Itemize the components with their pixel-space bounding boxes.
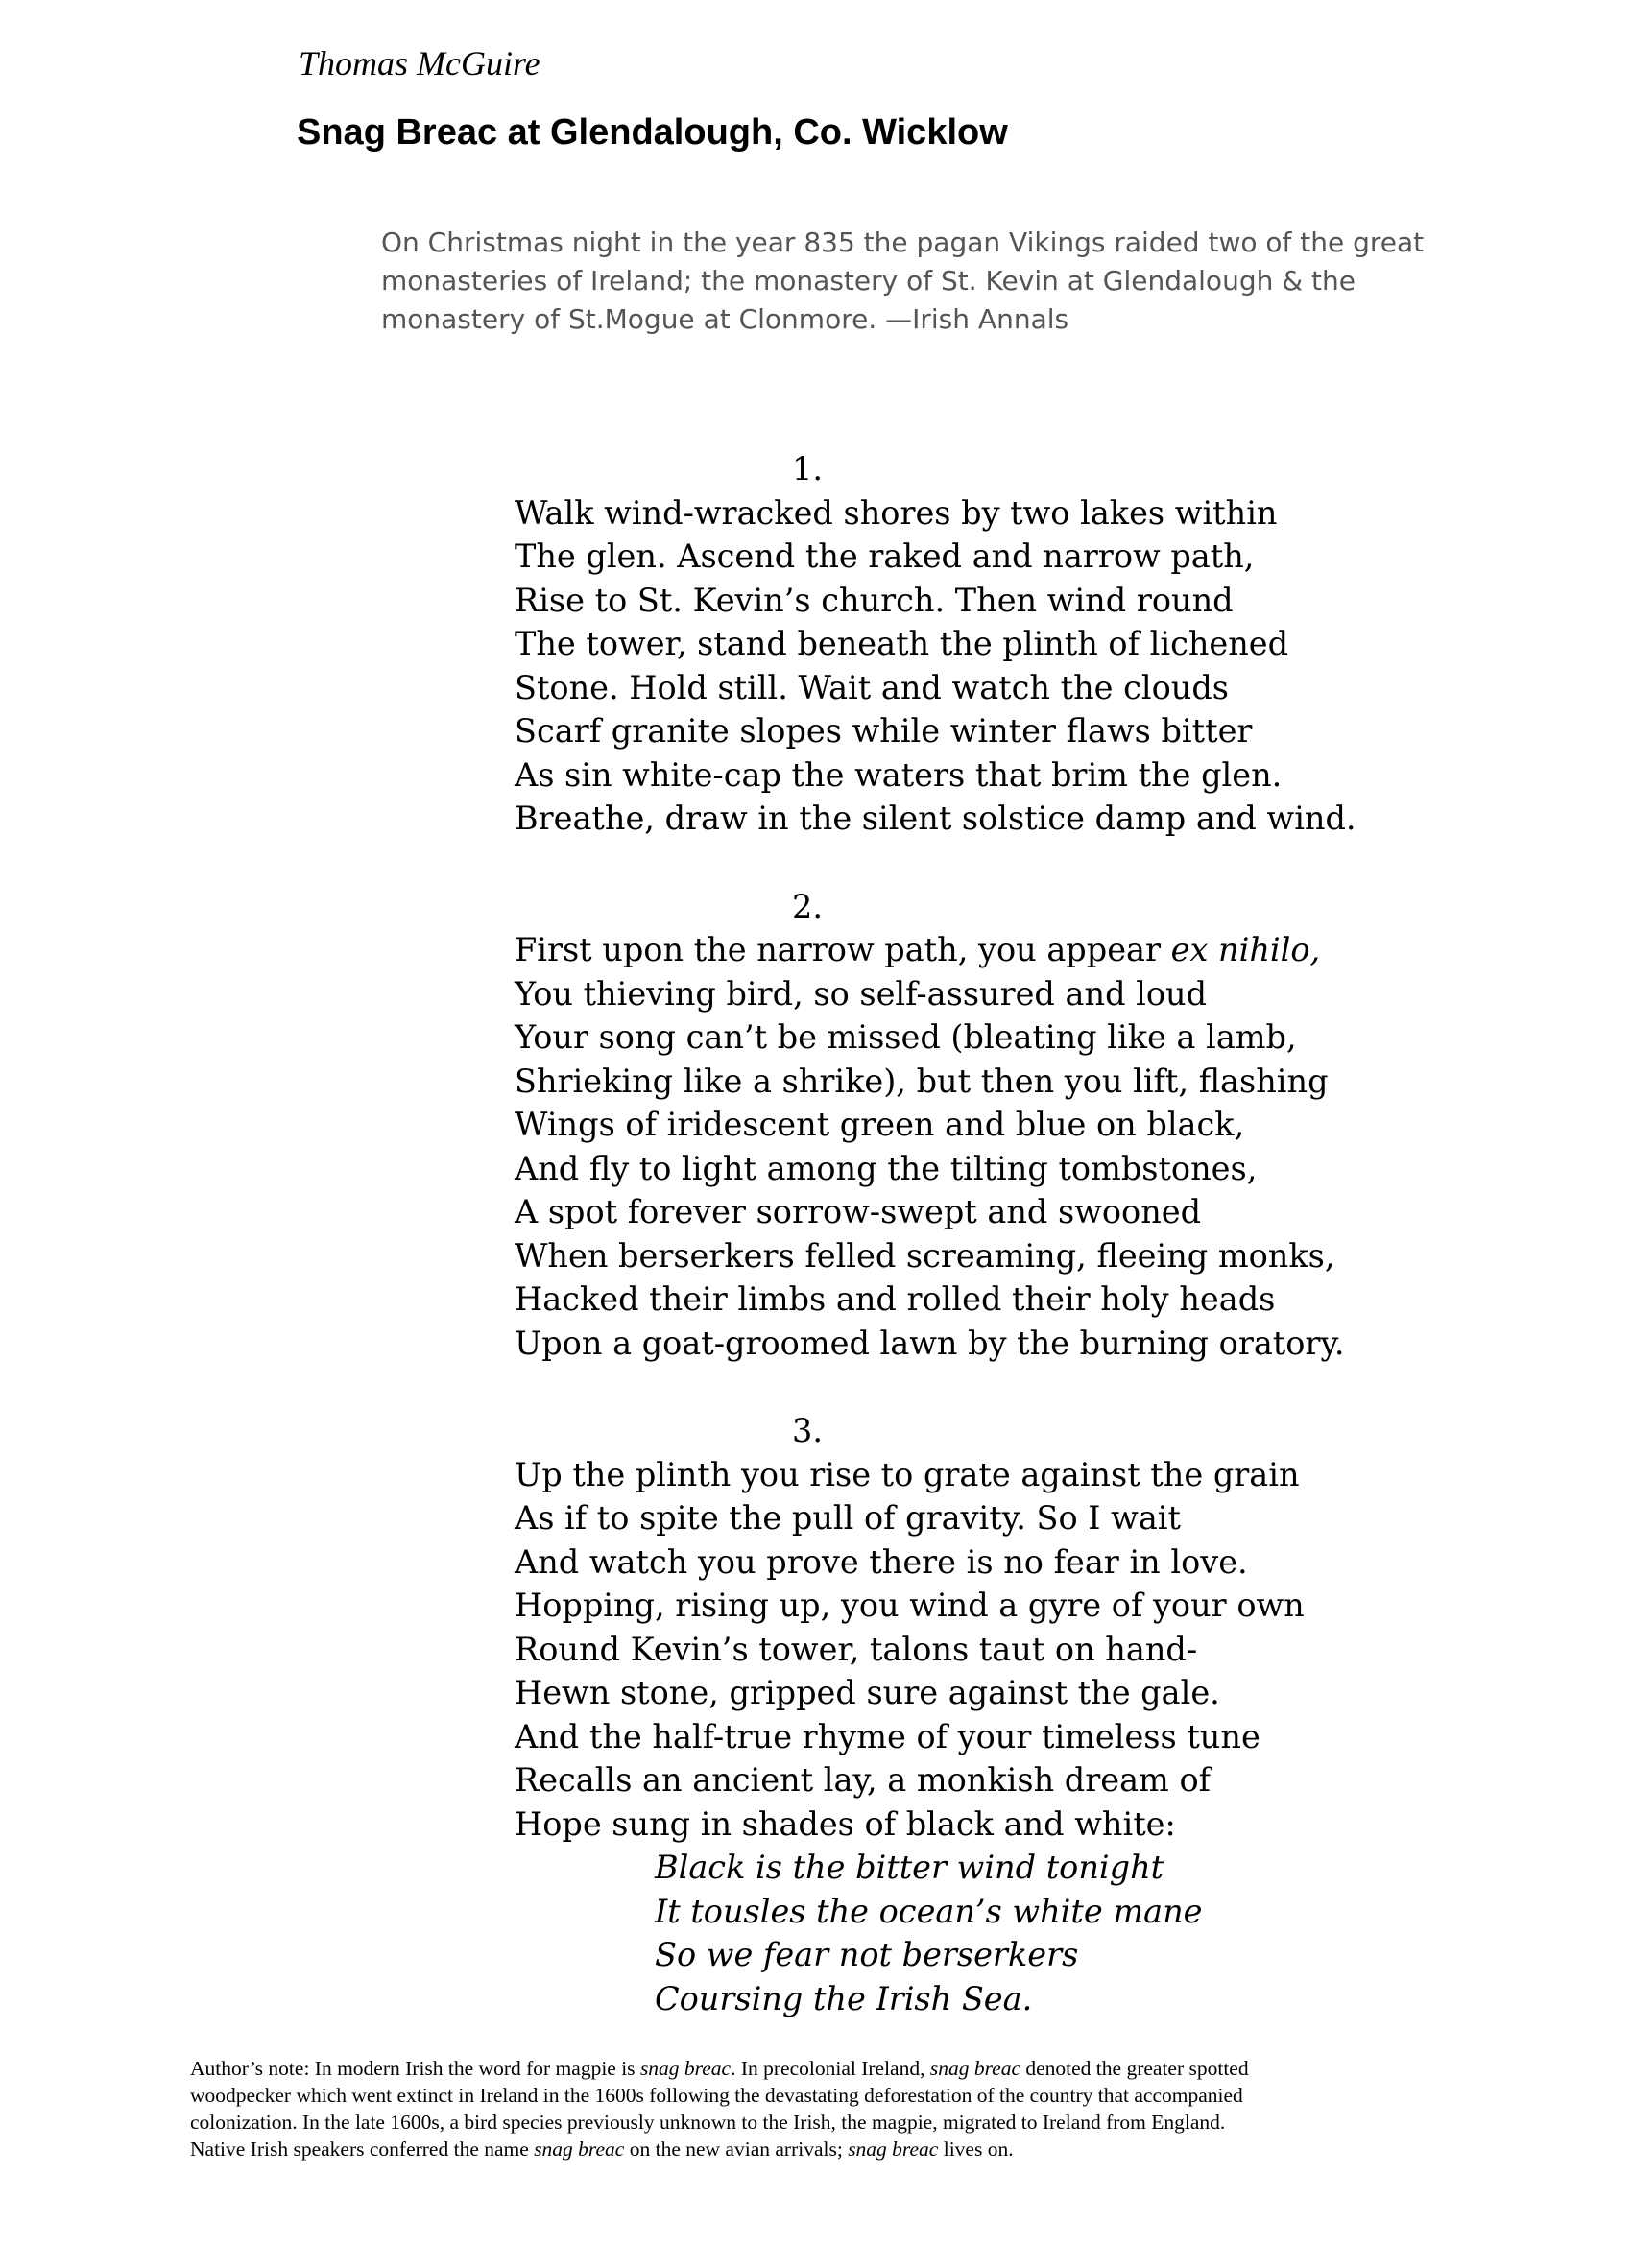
poem-line: Recalls an ancient lay, a monkish dream of	[515, 1761, 1212, 1799]
stanza-number: 2.	[792, 887, 823, 925]
poem-line: And the half-true rhyme of your timeless tune	[515, 1717, 1260, 1755]
note-text: Author’s note: In modern Irish the word for magpie is	[190, 2057, 640, 2080]
stanza-number: 1.	[792, 450, 823, 488]
authors-note	[190, 2055, 1457, 2162]
latin-phrase: ex nihilo,	[1170, 931, 1321, 968]
stanza-gap	[515, 841, 1475, 885]
refrain-line: So we fear not berserkers	[655, 1936, 1079, 1973]
poem-line: Scarf granite slopes while winter flaws bitter	[515, 712, 1253, 750]
poem-line: The glen. Ascend the raked and narrow path,	[515, 537, 1255, 575]
poem-body	[515, 447, 1475, 2020]
poem-line: And fly to light among the tilting tombstones,	[515, 1149, 1258, 1187]
poem-line: As sin white-cap the waters that brim the glen.	[515, 755, 1283, 794]
poem-line: Walk wind-wracked shores by two lakes within	[515, 493, 1278, 532]
poem-line: Hacked their limbs and rolled their holy heads	[515, 1280, 1276, 1318]
poem-line: When berserkers felled screaming, fleeing monks,	[515, 1236, 1335, 1275]
note-text: . In precolonial Ireland,	[731, 2057, 930, 2080]
poem-line: Wings of iridescent green and blue on black,	[515, 1106, 1245, 1143]
poem-line: A spot forever sorrow-swept and swooned	[515, 1193, 1202, 1230]
poem-line	[515, 928, 1475, 972]
poem-line: Upon a goat-groomed lawn by the burning oratory.	[515, 1324, 1345, 1362]
poem-line: Hopping, rising up, you wind a gyre of your own	[515, 1587, 1305, 1624]
epigraph-line: monasteries of Ireland; the monastery of St. Kevin at Glendalough & the	[381, 265, 1356, 297]
note-line	[190, 2136, 1457, 2162]
note-text: denoted the greater spotted	[1020, 2057, 1249, 2080]
poem-line: Hope sung in shades of black and white:	[515, 1804, 1176, 1843]
poem-line: Shrieking like a shrike), but then you lift, flashing	[515, 1062, 1329, 1100]
epigraph-line: On Christmas night in the year 835 the pagan Vikings raided two of the great	[381, 227, 1425, 258]
refrain-line: Black is the bitter wind tonight	[655, 1849, 1164, 1886]
note-line	[190, 2055, 1457, 2082]
note-term: snag breac	[929, 2057, 1020, 2080]
poem-line: Stone. Hold still. Wait and watch the clouds	[515, 668, 1229, 706]
poem-line: Rise to St. Kevin’s church. Then wind round	[515, 581, 1234, 619]
poem-line: And watch you prove there is no fear in love.	[515, 1542, 1248, 1581]
poem-title: Snag Breac at Glendalough, Co. Wicklow	[297, 112, 1008, 153]
author-name: Thomas McGuire	[299, 44, 540, 83]
poem-line: You thieving bird, so self-assured and loud	[515, 974, 1208, 1013]
note-term: snag breac	[848, 2137, 939, 2161]
poem-line: Up the plinth you rise to grate against the grain	[515, 1455, 1300, 1493]
stanza-number: 3.	[792, 1412, 823, 1449]
poem-line: As if to spite the pull of gravity. So I wait	[515, 1499, 1181, 1537]
poem-line: Breathe, draw in the silent solstice damp and wind.	[515, 800, 1356, 837]
note-term: snag breac	[534, 2137, 625, 2161]
epigraph	[381, 224, 1485, 339]
note-term: snag breac	[639, 2057, 732, 2080]
poem-line: Your song can’t be missed (bleating like a lamb,	[515, 1018, 1297, 1056]
refrain-line: It tousles the ocean’s white mane	[655, 1892, 1203, 1930]
stanza-gap	[515, 1365, 1475, 1409]
note-text: lives on.	[938, 2137, 1014, 2161]
note-line: colonization. In the late 1600s, a bird species previously unknown to the Irish, the magpie, migrated to Ireland from England.	[190, 2111, 1226, 2134]
poem-line: Round Kevin’s tower, talons taut on hand-	[515, 1630, 1198, 1668]
poem-line: Hewn stone, gripped sure against the gale.	[515, 1674, 1220, 1711]
note-text: on the new avian arrivals;	[624, 2137, 849, 2161]
refrain-line: Coursing the Irish Sea.	[655, 1979, 1033, 2017]
poem-line-text: First upon the narrow path, you appear	[515, 931, 1171, 968]
poem-line: The tower, stand beneath the plinth of lichened	[515, 625, 1289, 662]
epigraph-line: monastery of St.Mogue at Clonmore. —Irish Annals	[381, 303, 1069, 335]
note-text: Native Irish speakers conferred the name	[190, 2137, 535, 2161]
note-line: woodpecker which went extinct in Ireland in the 1600s following the devastating deforestation of the country that accompanied	[190, 2084, 1243, 2107]
